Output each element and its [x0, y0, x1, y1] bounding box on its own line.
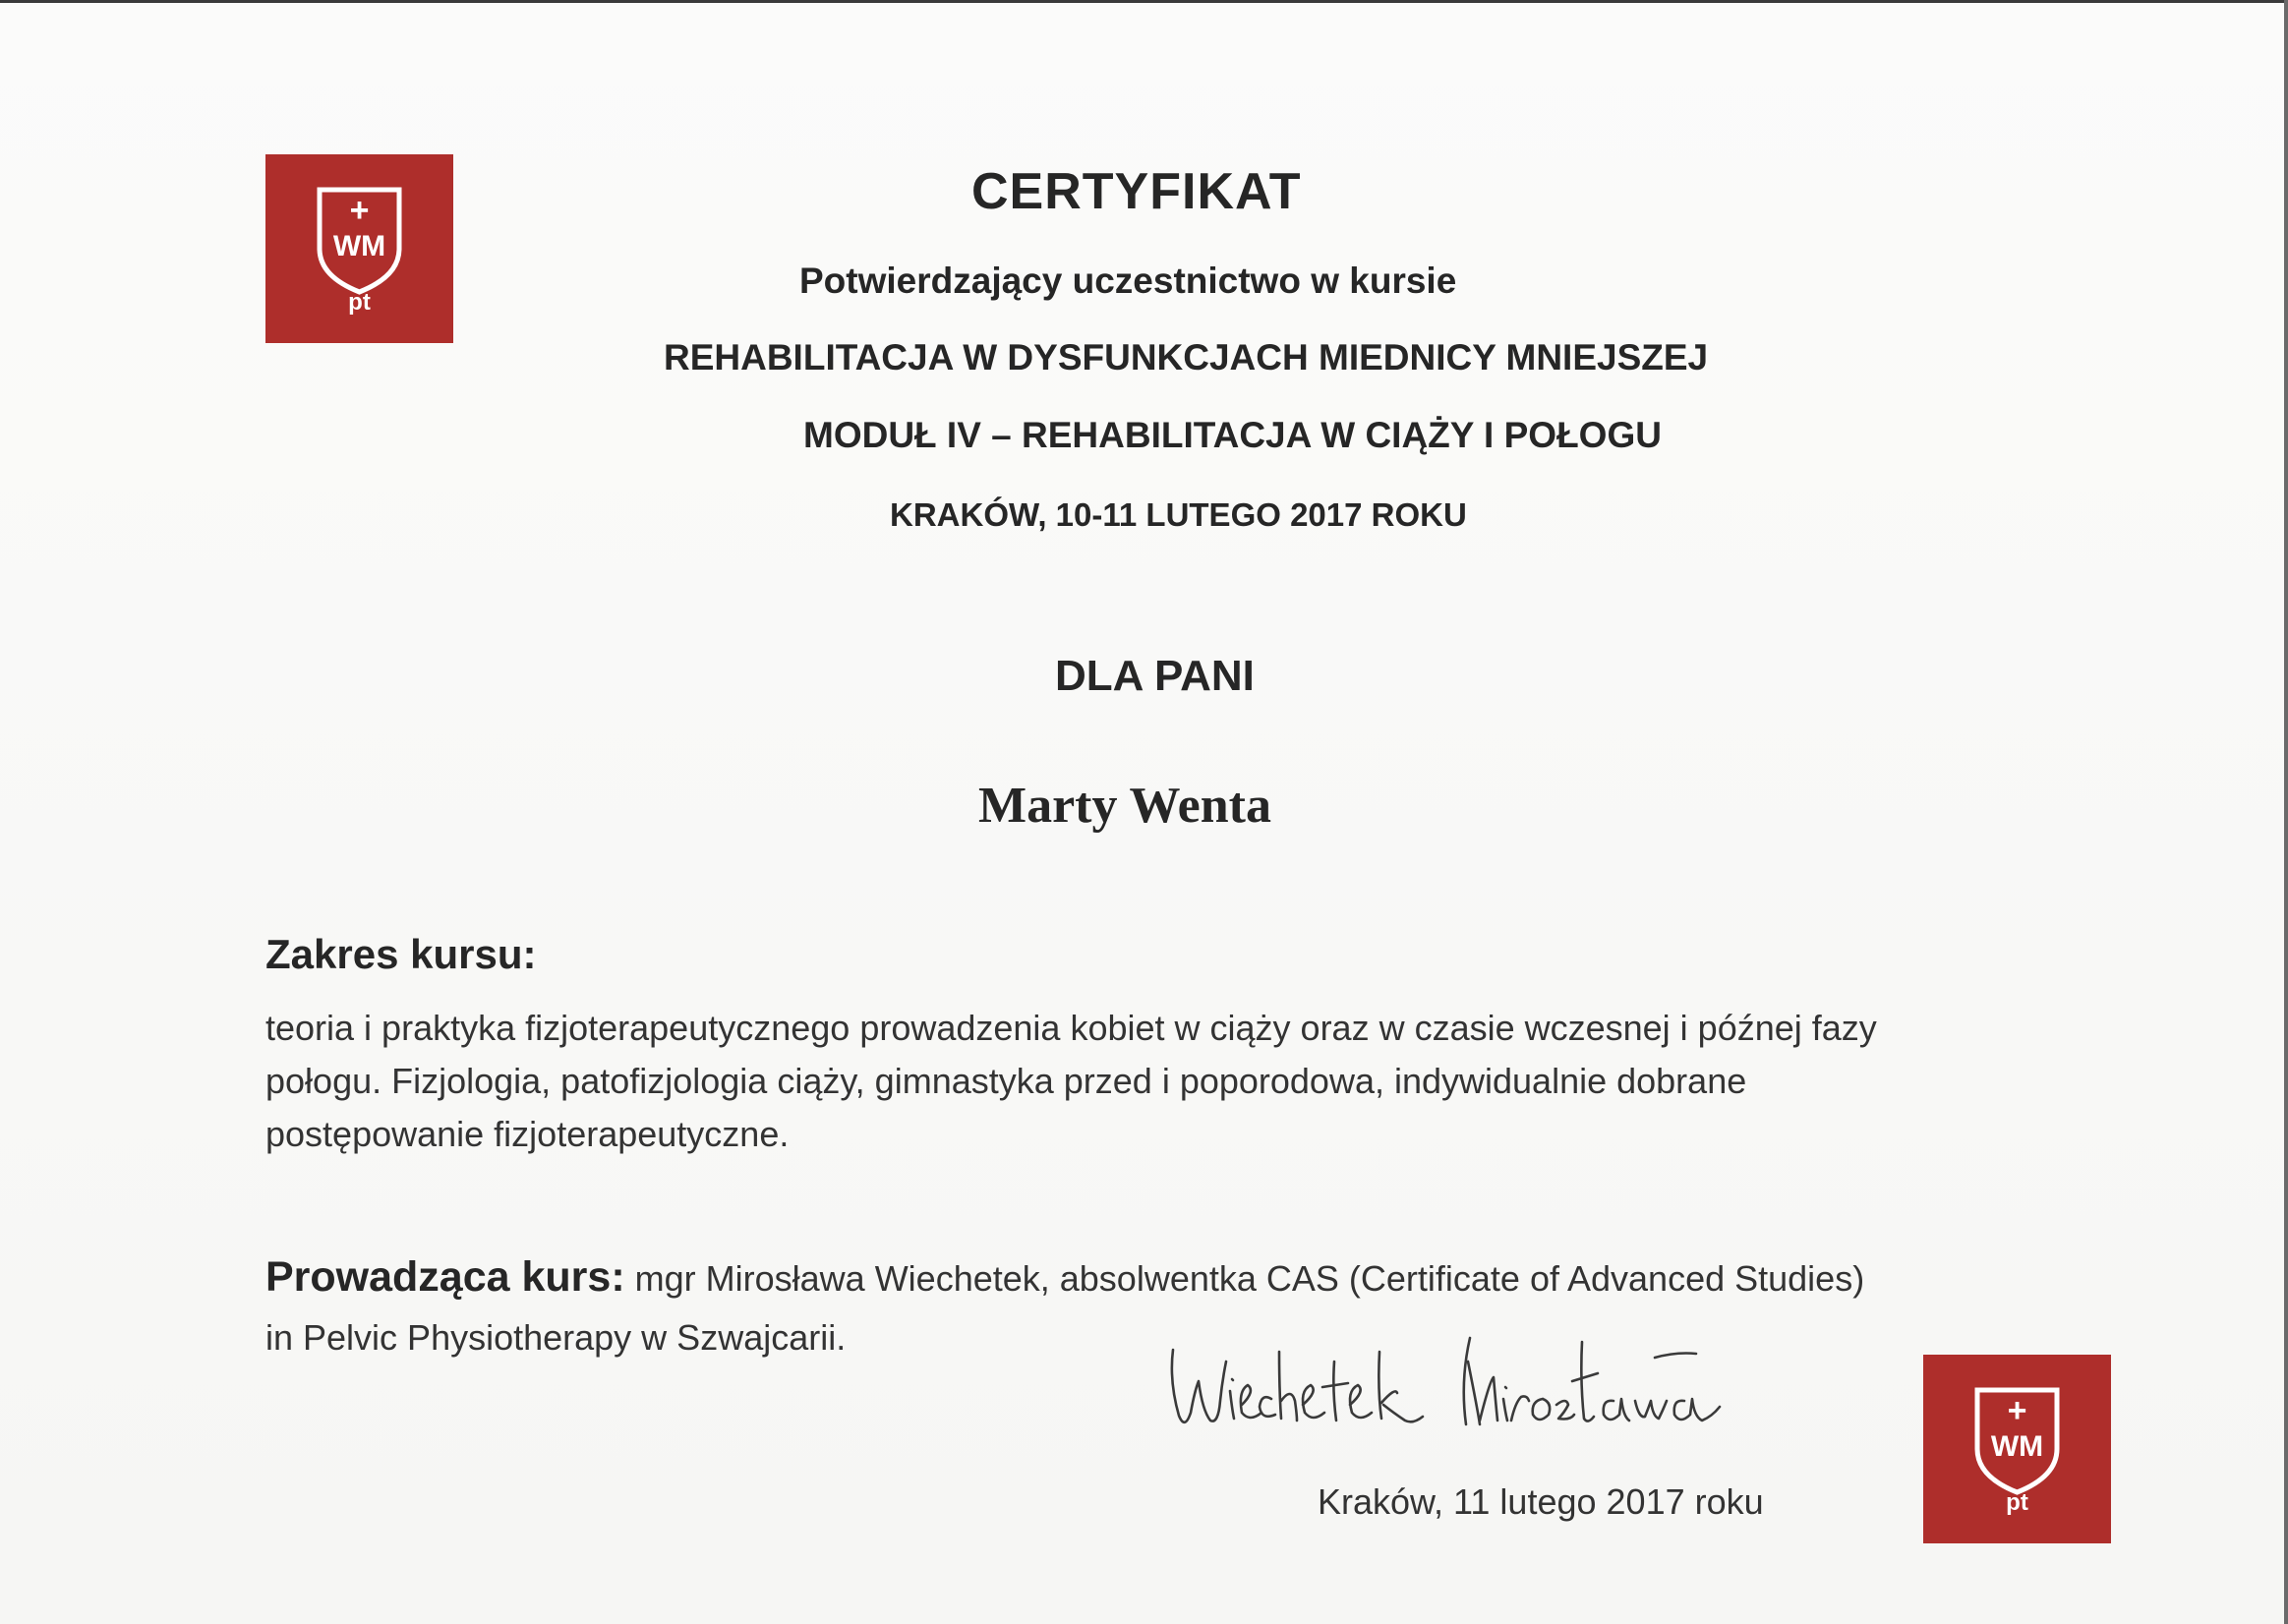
scope-heading: Zakres kursu: [265, 931, 537, 977]
instructor-text: mgr Mirosława Wiechetek, absolwentka CAS (Certificate of Advanced Studies) [624, 1258, 1865, 1299]
recipient-prefix: DLA PANI [1055, 652, 1255, 700]
scope-line: połogu. Fizjologia, patofizjologia ciąży, gimnastyka przed i poporodowa, indywidualnie dobrane [265, 1061, 1747, 1101]
wm-pt-logo-top [265, 154, 453, 343]
recipient-name: Marty Wenta [978, 778, 1271, 834]
svg-text:+: + [349, 192, 370, 229]
scope-line: postępowanie fizjoterapeutyczne. [265, 1114, 790, 1154]
instructor-text-continued: in Pelvic Physiotherapy w Szwajcarii. [265, 1317, 847, 1358]
scope-line: teoria i praktyka fizjoterapeutycznego prowadzenia kobiet w ciąży oraz w czasie wczesnej i późnej fazy [265, 1008, 1877, 1048]
handwritten-signature [1165, 1322, 1775, 1450]
certificate-title: CERTYFIKAT [971, 163, 1302, 220]
wm-pt-shield-icon [1923, 1355, 2111, 1543]
course-module: MODUŁ IV – REHABILITACJA W CIĄŻY I POŁOGU [803, 415, 1662, 455]
instructor-line [265, 1253, 1864, 1302]
svg-text:pt: pt [2006, 1489, 2028, 1516]
instructor-label: Prowadząca kurs: [265, 1253, 625, 1301]
wm-pt-shield-icon [265, 154, 453, 343]
svg-text:+: + [2007, 1392, 2027, 1429]
course-place-date: KRAKÓW, 10-11 LUTEGO 2017 ROKU [890, 496, 1467, 533]
svg-text:WM: WM [332, 230, 386, 262]
signature-date: Kraków, 11 lutego 2017 roku [1318, 1481, 1764, 1522]
wm-pt-logo-bottom [1923, 1355, 2111, 1543]
svg-text:WM: WM [1990, 1430, 2044, 1463]
certificate-subtitle: Potwierdzający uczestnictwo w kursie [799, 261, 1457, 301]
course-name: REHABILITACJA W DYSFUNKCJACH MIEDNICY MNIEJSZEJ [664, 337, 1709, 377]
scan-edge-top [0, 0, 2288, 3]
scan-edge-right [2284, 0, 2288, 1624]
svg-text:pt: pt [348, 289, 371, 316]
